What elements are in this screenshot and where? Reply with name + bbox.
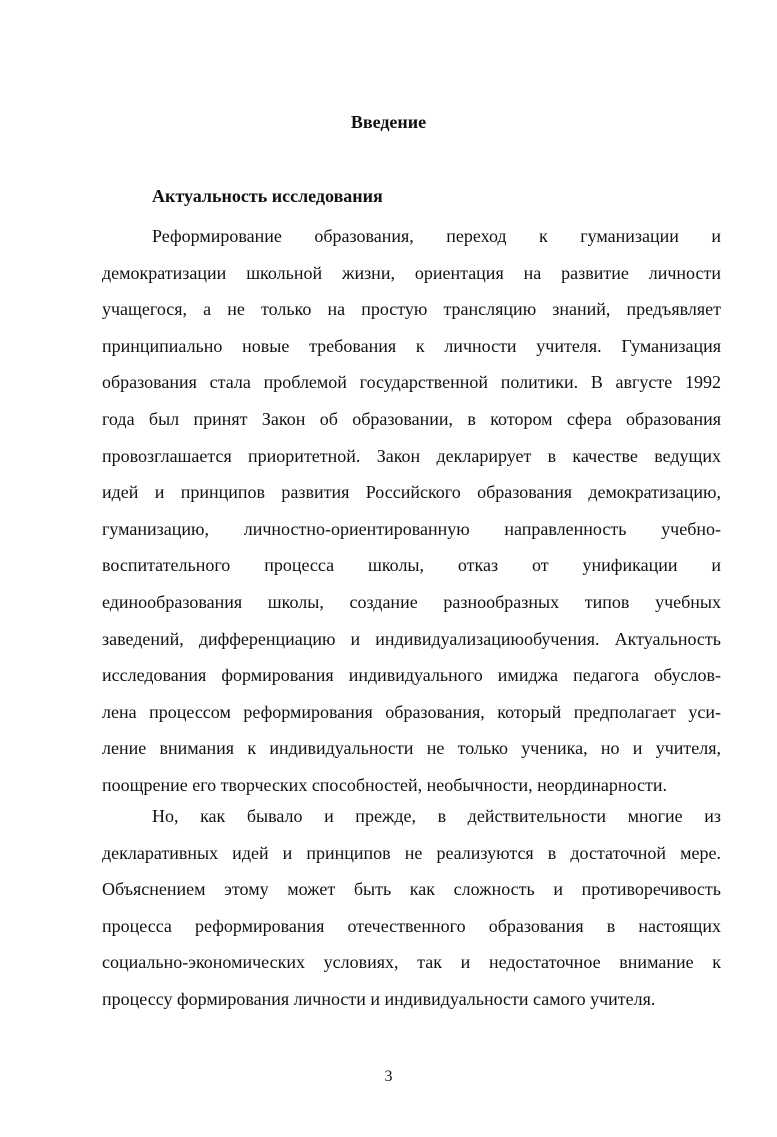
text-line: провозглашается приоритетной. Закон декларирует в качестве ведущих — [102, 445, 721, 466]
text-line: поощрение его творческих способностей, необычности, неординарности. — [102, 774, 667, 795]
text-line: гуманизацию, личностно-ориентированную направленность учебно- — [102, 518, 721, 539]
text-line: лена процессом реформирования образования, который предполагает уси- — [102, 701, 721, 722]
text-line: ление внимания к индивидуальности не только ученика, но и учителя, — [102, 738, 721, 759]
paragraph-1 — [102, 218, 721, 804]
text-line: года был принят Закон об образовании, в котором сфера образования — [102, 408, 721, 429]
text-line: учащегося, а не только на простую трансляцию знаний, предъявляет — [102, 299, 721, 320]
page-title: Введение — [350, 112, 427, 132]
text-line: принципиально новые требования к личности учителя. Гуманизация — [102, 335, 721, 356]
paragraph-2 — [102, 798, 721, 1018]
text-line: образования стала проблемой государственной политики. В августе 1992 — [102, 372, 721, 393]
text-line: демократизации школьной жизни, ориентация на развитие личности — [102, 262, 721, 283]
text-line: Реформирование образования, переход к гуманизации и — [152, 226, 721, 246]
text-line: заведений, дифференциацию и индивидуализациюобучения. Актуальность — [102, 628, 721, 649]
page-number: 3 — [384, 1068, 393, 1085]
text-line: декларативных идей и принципов не реализуются в достаточной мере. — [102, 842, 721, 863]
text-line: Но, как бывало и прежде, в действительности многие из — [152, 806, 721, 826]
text-line: исследования формирования индивидуального имиджа педагога обуслов- — [102, 665, 721, 686]
text-line: процесса реформирования отечественного образования в настоящих — [102, 915, 721, 936]
text-line: социально-экономических условиях, так и недостаточное внимание к — [102, 952, 721, 973]
section-heading: Актуальность исследования — [152, 186, 383, 206]
text-line: воспитательного процесса школы, отказ от унификации и — [102, 555, 721, 576]
text-line: процессу формирования личности и индивидуальности самого учителя. — [102, 988, 656, 1009]
text-line: единообразования школы, создание разнообразных типов учебных — [102, 591, 721, 612]
text-line: Объяснением этому может быть как сложность и противоречивость — [102, 879, 721, 900]
text-line: идей и принципов развития Российского образования демократизацию, — [102, 482, 721, 503]
